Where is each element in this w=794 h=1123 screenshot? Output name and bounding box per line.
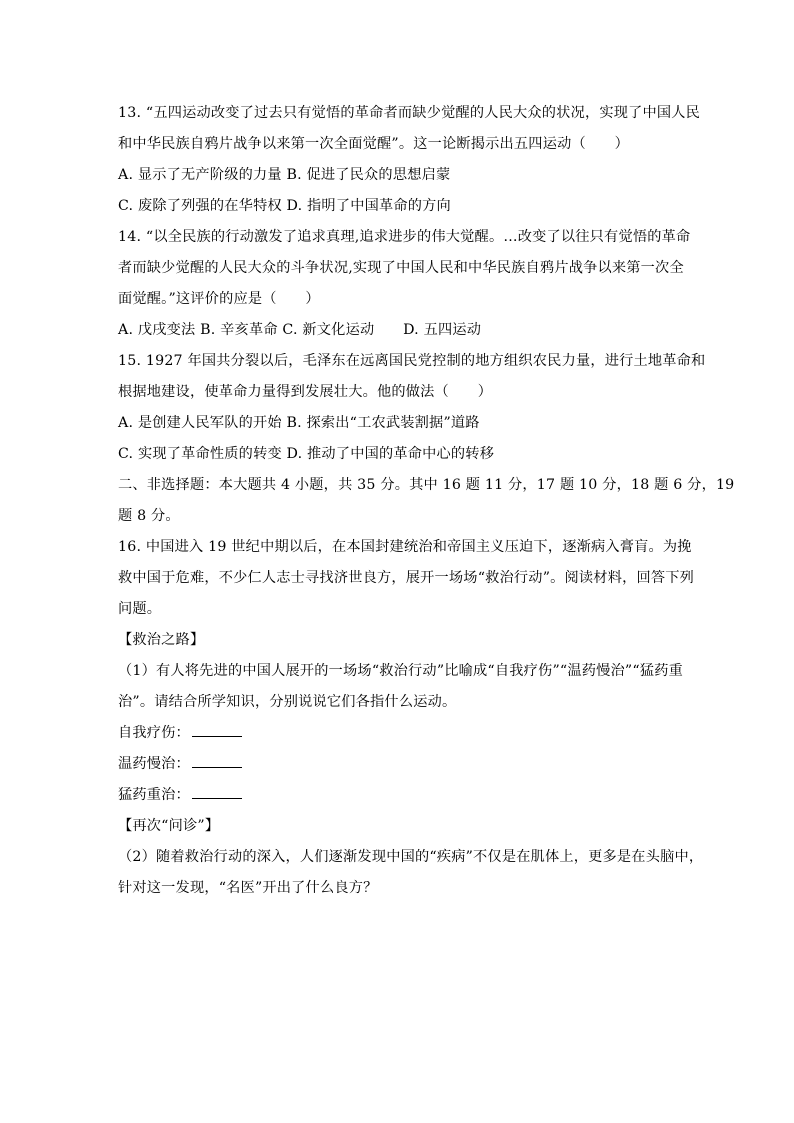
fill-label: 猛药重治： [118,787,190,803]
q13-options-ab: A. 显示了无产阶级的力量 B. 促进了民众的思想启蒙 [118,167,451,183]
q15-options-cd: C. 实现了革命性质的转变 D. 推动了中国的革命中心的转移 [118,446,495,462]
q14-stem-line1: 14. “以全民族的行动激发了追求真理,追求进步的伟大觉醒。…改变了以往只有觉悟的革命 [118,229,691,245]
fill-label: 温药慢治： [118,756,190,772]
q14-stem-line3: 面觉醒。”这评价的应是（ ） [118,291,320,307]
q16-stem-line1: 16. 中国进入 19 世纪中期以后，在本国封建统治和帝国主义压迫下，逐渐病入膏肓。为挽 [118,539,692,555]
q14-options: A. 戊戌变法 B. 辛亥革命 C. 新文化运动 D. 五四运动 [118,322,482,338]
q16-heading-jiuzhi: 【救治之路】 [118,632,205,648]
q15-options-ab: A. 是创建人民军队的开始 B. 探索出“工农武装割据”道路 [118,415,480,431]
answer-blank[interactable] [192,784,242,799]
fill-wenyao-manzhi [118,749,698,780]
fill-mengyao-zhongzhi [118,780,698,811]
fill-label: 自我疗伤： [118,725,190,741]
q15-stem-line2: 根据地建设，使革命力量得到发展壮大。他的做法（ ） [118,384,493,400]
q16-stem-line2: 救中国于危难，不少仁人志士寻找济世良方，展开一场场“救治行动”。阅读材料，回答下列 [118,570,695,586]
q16-stem-line3: 问题。 [118,601,162,617]
q16-sub1-line1: （1）有人将先进的中国人展开的一场场“救治行动”比喻成“自我疗伤”“温药慢治”“猛药重 [118,663,683,679]
section2-heading-line2: 题 8 分。 [118,508,180,524]
exam-page [118,98,735,904]
q16-sub2-line2: 针对这一发现，“名医”开出了什么良方？ [118,880,378,896]
q13-options-cd: C. 废除了列强的在华特权 D. 指明了中国革命的方向 [118,198,451,214]
q13-stem-line2: 和中华民族自鸦片战争以来第一次全面觉醒”。这一论断揭示出五四运动（ ） [118,136,630,152]
q13-stem-line1: 13. “五四运动改变了过去只有觉悟的革命者而缺少觉醒的人民大众的状况，实现了中国人民 [118,105,701,121]
q16-sub2-line1: （2）随着救治行动的深入，人们逐渐发现中国的“疾病”不仅是在肌体上，更多是在头脑中， [118,849,704,865]
answer-blank[interactable] [192,722,242,737]
section2-heading-line1: 二、非选择题：本大题共 4 小题，共 35 分。其中 16 题 11 分，17 题 10 分，18 题 6 分，19 [118,477,735,493]
answer-blank[interactable] [192,753,242,768]
q16-heading-wenzhen: 【再次“问诊”】 [118,818,220,834]
q16-sub1-line2: 治”。请结合所学知识，分别说说它们各指什么运动。 [118,694,457,710]
q14-stem-line2: 者而缺少觉醒的人民大众的斗争状况,实现了中国人民和中华民族自鸦片战争以来第一次全 [118,260,684,276]
fill-ziwo-liaoshang [118,718,698,749]
q15-stem-line1: 15. 1927 年国共分裂以后，毛泽东在远离国民党控制的地方组织农民力量，进行土地革命和 [118,353,706,369]
